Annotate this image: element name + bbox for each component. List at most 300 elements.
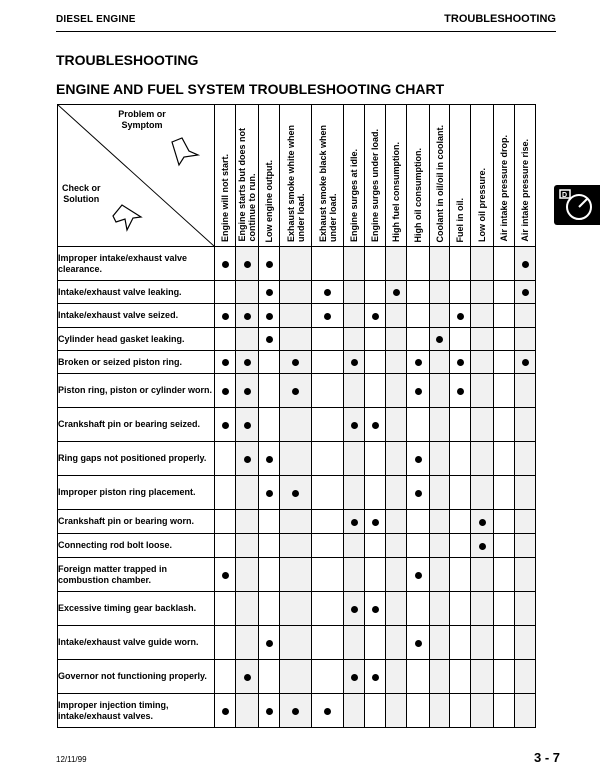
grid-cell (365, 660, 386, 694)
grid-cell (312, 694, 344, 728)
mark-dot (222, 388, 229, 395)
grid-cell (344, 247, 365, 281)
grid-cell (344, 558, 365, 592)
grid-cell (386, 694, 407, 728)
grid-cell (407, 281, 430, 304)
symptom-label: Coolant in oil/oil in coolant. (434, 124, 445, 242)
mark-dot (266, 261, 273, 268)
grid-cell (407, 374, 430, 408)
grid-cell (494, 328, 515, 351)
grid-cell (259, 281, 280, 304)
grid-cell (407, 247, 430, 281)
grid-cell (312, 510, 344, 534)
grid-cell (515, 592, 536, 626)
grid-cell (215, 592, 236, 626)
grid-cell (407, 694, 430, 728)
grid-cell (365, 626, 386, 660)
grid-cell (386, 247, 407, 281)
cause-label: Governor not functioning properly. (58, 660, 215, 694)
grid-cell (215, 476, 236, 510)
mark-dot (222, 359, 229, 366)
cause-label: Intake/exhaust valve leaking. (58, 281, 215, 304)
grid-cell (494, 442, 515, 476)
table-row (58, 247, 536, 281)
grid-cell (407, 626, 430, 660)
grid-cell (215, 374, 236, 408)
grid-cell (215, 351, 236, 374)
mark-dot (457, 359, 464, 366)
mark-dot (244, 313, 251, 320)
grid-cell (365, 592, 386, 626)
mark-dot (222, 572, 229, 579)
grid-cell (407, 558, 430, 592)
table-row (58, 592, 536, 626)
grid-cell (236, 534, 259, 558)
mark-dot (292, 388, 299, 395)
grid-cell (236, 351, 259, 374)
grid-cell (215, 328, 236, 351)
grid-cell (494, 476, 515, 510)
cause-label: Crankshaft pin or bearing worn. (58, 510, 215, 534)
grid-cell (236, 408, 259, 442)
grid-cell (515, 626, 536, 660)
grid-cell (386, 626, 407, 660)
grid-cell (365, 247, 386, 281)
mark-dot (351, 422, 358, 429)
grid-cell (430, 351, 450, 374)
grid-cell (365, 351, 386, 374)
symptom-label: Air intake pressure drop. (499, 135, 509, 242)
grid-cell (215, 304, 236, 328)
grid-cell (471, 408, 494, 442)
grid-cell (215, 247, 236, 281)
mark-dot (222, 313, 229, 320)
grid-cell (365, 558, 386, 592)
symptom-label: Engine surges at idle. (349, 148, 359, 242)
grid-cell (259, 247, 280, 281)
symptom-label: Exhaust smoke black when under load. (317, 124, 338, 242)
mark-dot (266, 313, 273, 320)
grid-cell (365, 281, 386, 304)
grid-cell (365, 534, 386, 558)
cause-label: Intake/exhaust valve seized. (58, 304, 215, 328)
grid-cell (386, 476, 407, 510)
header-section-name: DIESEL ENGINE (56, 14, 136, 25)
grid-cell (344, 510, 365, 534)
grid-cell (450, 351, 471, 374)
grid-cell (494, 351, 515, 374)
table-row (58, 534, 536, 558)
grid-cell (365, 442, 386, 476)
grid-cell (312, 476, 344, 510)
grid-cell (515, 374, 536, 408)
mark-dot (222, 422, 229, 429)
grid-cell (344, 374, 365, 408)
grid-cell (344, 626, 365, 660)
grid-cell (259, 442, 280, 476)
grid-cell (430, 247, 450, 281)
grid-cell (365, 476, 386, 510)
grid-cell (515, 660, 536, 694)
grid-cell (407, 408, 430, 442)
symptom-column-header (494, 105, 515, 247)
mark-dot (266, 456, 273, 463)
grid-cell (386, 304, 407, 328)
grid-cell (407, 351, 430, 374)
mark-dot (244, 388, 251, 395)
cause-label: Broken or seized piston ring. (58, 351, 215, 374)
grid-cell (215, 281, 236, 304)
grid-cell (450, 408, 471, 442)
grid-cell (344, 408, 365, 442)
mark-dot (292, 708, 299, 715)
mark-dot (292, 359, 299, 366)
grid-cell (386, 328, 407, 351)
symptom-column-header (407, 105, 430, 247)
grid-cell (259, 558, 280, 592)
table-row (58, 694, 536, 728)
mark-dot (522, 261, 529, 268)
table-row (58, 374, 536, 408)
mark-dot (351, 519, 358, 526)
symptom-column-header (386, 105, 407, 247)
mark-dot (457, 388, 464, 395)
grid-cell (259, 660, 280, 694)
grid-cell (236, 304, 259, 328)
table-row (58, 408, 536, 442)
grid-cell (259, 626, 280, 660)
grid-cell (312, 328, 344, 351)
footer-date: 12/11/99 (56, 755, 87, 764)
mark-dot (266, 336, 273, 343)
table-row (58, 626, 536, 660)
grid-cell (430, 558, 450, 592)
grid-cell (344, 476, 365, 510)
grid-cell (280, 408, 312, 442)
grid-cell (312, 442, 344, 476)
grid-cell (312, 408, 344, 442)
grid-cell (494, 558, 515, 592)
grid-cell (407, 476, 430, 510)
grid-cell (236, 374, 259, 408)
grid-cell (450, 247, 471, 281)
engine-gauge-icon (557, 187, 597, 223)
grid-cell (515, 476, 536, 510)
grid-cell (215, 558, 236, 592)
grid-cell (280, 328, 312, 351)
grid-cell (430, 328, 450, 351)
grid-cell (259, 374, 280, 408)
grid-cell (386, 351, 407, 374)
grid-cell (450, 374, 471, 408)
grid-cell (430, 626, 450, 660)
grid-cell (450, 281, 471, 304)
grid-cell (494, 247, 515, 281)
grid-cell (215, 442, 236, 476)
mark-dot (372, 674, 379, 681)
table-row (58, 328, 536, 351)
mark-dot (222, 261, 229, 268)
section-title: TROUBLESHOOTING (56, 52, 199, 68)
grid-cell (407, 534, 430, 558)
cause-label: Connecting rod bolt loose. (58, 534, 215, 558)
grid-cell (494, 374, 515, 408)
grid-cell (494, 660, 515, 694)
problem-symptom-label: Problem or Symptom (118, 109, 166, 130)
grid-cell (215, 510, 236, 534)
grid-cell (430, 374, 450, 408)
grid-cell (280, 592, 312, 626)
grid-cell (344, 442, 365, 476)
grid-cell (386, 442, 407, 476)
grid-cell (386, 558, 407, 592)
grid-cell (450, 694, 471, 728)
grid-cell (430, 304, 450, 328)
mark-dot (415, 359, 422, 366)
mark-dot (479, 519, 486, 526)
grid-cell (515, 247, 536, 281)
grid-cell (471, 328, 494, 351)
grid-cell (386, 374, 407, 408)
grid-cell (236, 510, 259, 534)
symptom-column-header (471, 105, 494, 247)
mark-dot (372, 606, 379, 613)
grid-cell (236, 626, 259, 660)
grid-cell (236, 281, 259, 304)
grid-cell (236, 328, 259, 351)
cause-label: Cylinder head gasket leaking. (58, 328, 215, 351)
grid-cell (312, 247, 344, 281)
grid-cell (450, 476, 471, 510)
grid-cell (280, 476, 312, 510)
mark-dot (266, 640, 273, 647)
grid-cell (515, 510, 536, 534)
grid-cell (280, 694, 312, 728)
symptom-column-header (259, 105, 280, 247)
grid-cell (386, 510, 407, 534)
cause-label: Crankshaft pin or bearing seized. (58, 408, 215, 442)
mark-dot (372, 422, 379, 429)
grid-cell (494, 281, 515, 304)
grid-cell (386, 281, 407, 304)
grid-cell (450, 442, 471, 476)
grid-cell (215, 694, 236, 728)
cause-label: Improper piston ring placement. (58, 476, 215, 510)
grid-cell (515, 304, 536, 328)
mark-dot (244, 674, 251, 681)
symptom-column-header (344, 105, 365, 247)
mark-dot (324, 289, 331, 296)
grid-cell (430, 476, 450, 510)
grid-cell (515, 442, 536, 476)
grid-cell (471, 351, 494, 374)
grid-cell (407, 660, 430, 694)
cause-label: Improper intake/exhaust valve clearance. (58, 247, 215, 281)
section-tab (554, 185, 600, 225)
grid-cell (515, 328, 536, 351)
symptom-label: Air intake pressure rise. (520, 139, 530, 242)
mark-dot (244, 456, 251, 463)
grid-cell (365, 304, 386, 328)
mark-dot (351, 606, 358, 613)
grid-cell (515, 694, 536, 728)
grid-cell (450, 534, 471, 558)
grid-cell (259, 328, 280, 351)
grid-cell (430, 592, 450, 626)
grid-cell (386, 408, 407, 442)
grid-cell (365, 694, 386, 728)
grid-cell (471, 374, 494, 408)
grid-cell (312, 592, 344, 626)
grid-cell (450, 510, 471, 534)
grid-cell (236, 660, 259, 694)
grid-cell (236, 558, 259, 592)
mark-dot (415, 456, 422, 463)
grid-cell (344, 281, 365, 304)
mark-dot (372, 313, 379, 320)
grid-cell (515, 558, 536, 592)
grid-cell (407, 442, 430, 476)
grid-cell (450, 660, 471, 694)
cause-label: Excessive timing gear backlash. (58, 592, 215, 626)
grid-cell (312, 558, 344, 592)
grid-cell (215, 626, 236, 660)
grid-cell (312, 626, 344, 660)
mark-dot (266, 708, 273, 715)
mark-dot (372, 519, 379, 526)
grid-cell (430, 408, 450, 442)
grid-cell (430, 660, 450, 694)
grid-cell (450, 626, 471, 660)
page-number: 3 - 7 (533, 750, 560, 765)
mark-dot (415, 490, 422, 497)
symptom-column-header (430, 105, 450, 247)
mark-dot (415, 388, 422, 395)
grid-cell (365, 408, 386, 442)
grid-cell (259, 408, 280, 442)
mark-dot (244, 422, 251, 429)
grid-cell (450, 592, 471, 626)
grid-cell (236, 442, 259, 476)
grid-cell (515, 351, 536, 374)
mark-dot (522, 289, 529, 296)
grid-cell (471, 660, 494, 694)
header-chapter-name: TROUBLESHOOTING (444, 13, 556, 25)
symptom-label: Engine will not start. (220, 153, 230, 242)
grid-cell (312, 374, 344, 408)
symptom-column-header (450, 105, 471, 247)
symptom-column-header (312, 105, 344, 247)
grid-cell (471, 281, 494, 304)
grid-cell (471, 694, 494, 728)
table-row (58, 442, 536, 476)
grid-cell (494, 626, 515, 660)
mark-dot (292, 490, 299, 497)
grid-cell (494, 408, 515, 442)
cause-label: Ring gaps not positioned properly. (58, 442, 215, 476)
grid-cell (494, 534, 515, 558)
mark-dot (244, 261, 251, 268)
grid-cell (407, 592, 430, 626)
grid-cell (280, 281, 312, 304)
grid-cell (280, 534, 312, 558)
mark-dot (266, 289, 273, 296)
grid-cell (259, 351, 280, 374)
grid-cell (215, 408, 236, 442)
grid-cell (312, 534, 344, 558)
grid-cell (407, 510, 430, 534)
mark-dot (324, 708, 331, 715)
table-row (58, 304, 536, 328)
grid-cell (312, 304, 344, 328)
grid-cell (344, 328, 365, 351)
grid-cell (471, 534, 494, 558)
mark-dot (522, 359, 529, 366)
mark-dot (393, 289, 400, 296)
grid-cell (280, 510, 312, 534)
symptom-label: Engine starts but does not continue to run. (237, 128, 257, 242)
grid-cell (236, 247, 259, 281)
chart-title: ENGINE AND FUEL SYSTEM TROUBLESHOOTING CHART (56, 81, 445, 97)
grid-cell (515, 534, 536, 558)
grid-cell (259, 694, 280, 728)
grid-cell (344, 694, 365, 728)
grid-cell (259, 510, 280, 534)
symptom-label: Engine surges under load. (370, 128, 380, 242)
symptom-label: Exhaust smoke white when under load. (285, 124, 306, 242)
header-divider (56, 31, 556, 32)
grid-cell (344, 351, 365, 374)
grid-cell (280, 660, 312, 694)
grid-cell (280, 351, 312, 374)
cause-label: Intake/exhaust valve guide worn. (58, 626, 215, 660)
mark-dot (415, 572, 422, 579)
grid-cell (450, 304, 471, 328)
grid-cell (515, 408, 536, 442)
corner-cell (58, 105, 215, 247)
grid-cell (450, 558, 471, 592)
grid-cell (471, 304, 494, 328)
troubleshooting-chart (57, 104, 536, 728)
grid-cell (471, 626, 494, 660)
mark-dot (222, 708, 229, 715)
grid-cell (430, 281, 450, 304)
symptom-column-header (365, 105, 386, 247)
mark-dot (436, 336, 443, 343)
mark-dot (351, 674, 358, 681)
grid-cell (215, 660, 236, 694)
grid-cell (312, 660, 344, 694)
mark-dot (244, 359, 251, 366)
symptom-label: High fuel consumption. (391, 142, 401, 242)
grid-cell (259, 304, 280, 328)
grid-cell (430, 694, 450, 728)
cause-label: Foreign matter trapped in combustion chamber. (58, 558, 215, 592)
table-row (58, 510, 536, 534)
symptom-label: Fuel in oil. (455, 197, 465, 242)
grid-cell (430, 534, 450, 558)
symptom-column-header (515, 105, 536, 247)
grid-cell (280, 247, 312, 281)
symptom-column-header (280, 105, 312, 247)
grid-cell (430, 442, 450, 476)
grid-cell (259, 534, 280, 558)
symptom-label: Low engine output. (264, 159, 274, 242)
grid-cell (407, 304, 430, 328)
grid-cell (471, 510, 494, 534)
cause-label: Improper injection timing, intake/exhaust valves. (58, 694, 215, 728)
grid-cell (471, 476, 494, 510)
